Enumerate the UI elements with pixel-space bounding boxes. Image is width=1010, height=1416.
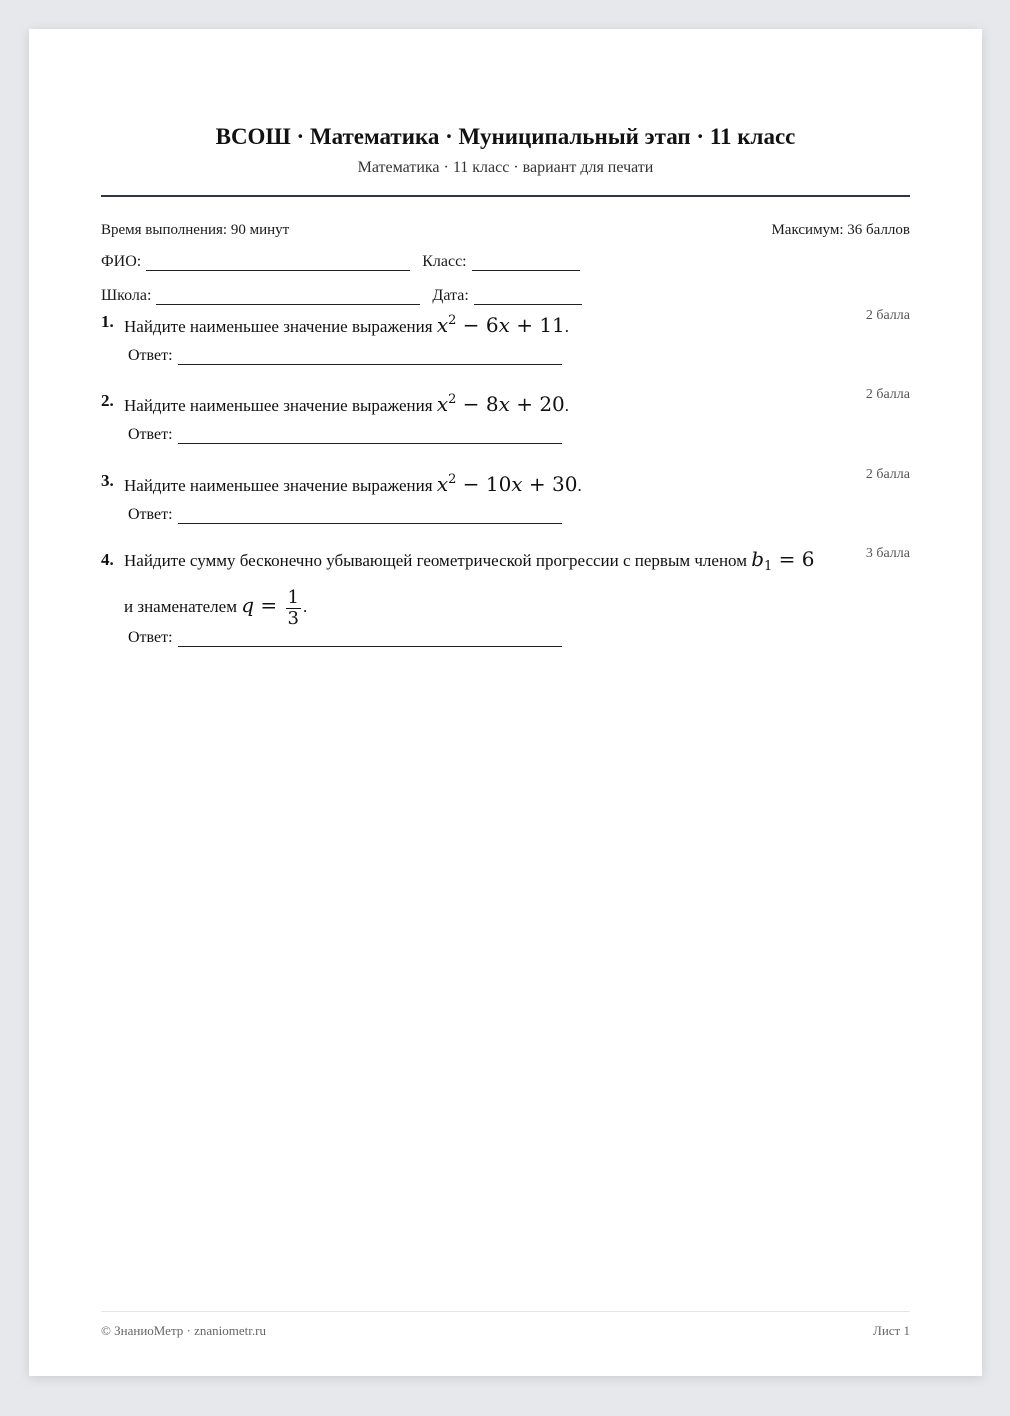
footer-copyright: © ЗнаниоМетр · znaniometr.ru <box>101 1323 266 1338</box>
answer-line-2[interactable] <box>178 429 562 444</box>
task-points: 2 балла <box>865 467 910 482</box>
footer-sheet-number: Лист 1 <box>873 1323 910 1338</box>
max-score: Максимум: 36 баллов <box>771 222 910 238</box>
class-input-line[interactable] <box>472 256 580 271</box>
task-expression: $x^2 - 10x + 30$ <box>436 472 578 496</box>
time-limit: Время выполнения: 90 минут <box>101 222 290 238</box>
fio-class-row <box>101 253 592 271</box>
date-label: Дата: <box>432 287 469 304</box>
ratio-fraction: $\frac{1}{3}$ <box>287 586 299 629</box>
task-statement: Найдите наименьшее значение выражения <box>124 317 433 336</box>
page-title: ВСОШ · Математика · Муниципальный этап · 11 класс <box>215 124 796 149</box>
answer-label: Ответ: <box>128 426 173 443</box>
task-points: 3 балла <box>865 546 910 561</box>
task-text: Найдите наименьшее значение выражения $x^2 - 8x + 20$. <box>124 392 570 416</box>
task-statement-cont: и знаменателем <box>124 597 237 616</box>
task-statement: Найдите сумму бесконечно убывающей геометрической прогрессии с первым членом <box>124 551 747 570</box>
answer-line-4[interactable] <box>178 632 562 647</box>
meta-row <box>101 222 910 239</box>
page-subtitle: Математика · 11 класс · вариант для печати <box>357 159 654 176</box>
answer-row-2 <box>128 426 562 444</box>
task-text: Найдите наименьшее значение выражения $x^2 - 10x + 30$. <box>124 472 582 496</box>
first-term-expression: $b_1 = 6$ <box>751 547 815 574</box>
class-label: Класс: <box>422 253 467 270</box>
task-number: 4. <box>101 550 114 569</box>
task-points: 2 балла <box>865 308 910 323</box>
answer-row-3 <box>128 506 562 524</box>
task-expression: $x^2 - 8x + 20$ <box>436 392 565 416</box>
answer-label: Ответ: <box>128 347 173 364</box>
task-number: 1. <box>101 312 114 331</box>
fio-label: ФИО: <box>101 253 142 270</box>
answer-row-1 <box>128 347 562 365</box>
task-statement: Найдите наименьшее значение выражения <box>124 396 433 415</box>
fio-input-line[interactable] <box>146 256 410 271</box>
school-label: Школа: <box>101 287 152 304</box>
answer-label: Ответ: <box>128 629 173 646</box>
answer-label: Ответ: <box>128 506 173 523</box>
exam-sheet <box>29 29 982 1376</box>
task-points: 2 балла <box>865 387 910 402</box>
ratio-expression: q = <box>241 593 284 617</box>
task-statement: Найдите наименьшее значение выражения <box>124 476 433 495</box>
task-expression: $x^2 - 6x + 11$ <box>436 313 565 337</box>
task-text: Найдите наименьшее значение выражения $x^2 - 6x + 11$. <box>124 313 570 337</box>
answer-line-1[interactable] <box>178 350 562 365</box>
footer-divider <box>101 1311 910 1312</box>
task-number: 3. <box>101 471 114 490</box>
task-number: 2. <box>101 391 114 410</box>
answer-row-4 <box>128 629 562 647</box>
answer-line-3[interactable] <box>178 509 562 524</box>
header-divider <box>101 195 910 197</box>
task-text: Найдите сумму бесконечно убывающей геометрической прогрессии с первым членом $b_1 = 6$ и знаменателем q = $\frac{1}{3}$ . <box>124 547 815 629</box>
